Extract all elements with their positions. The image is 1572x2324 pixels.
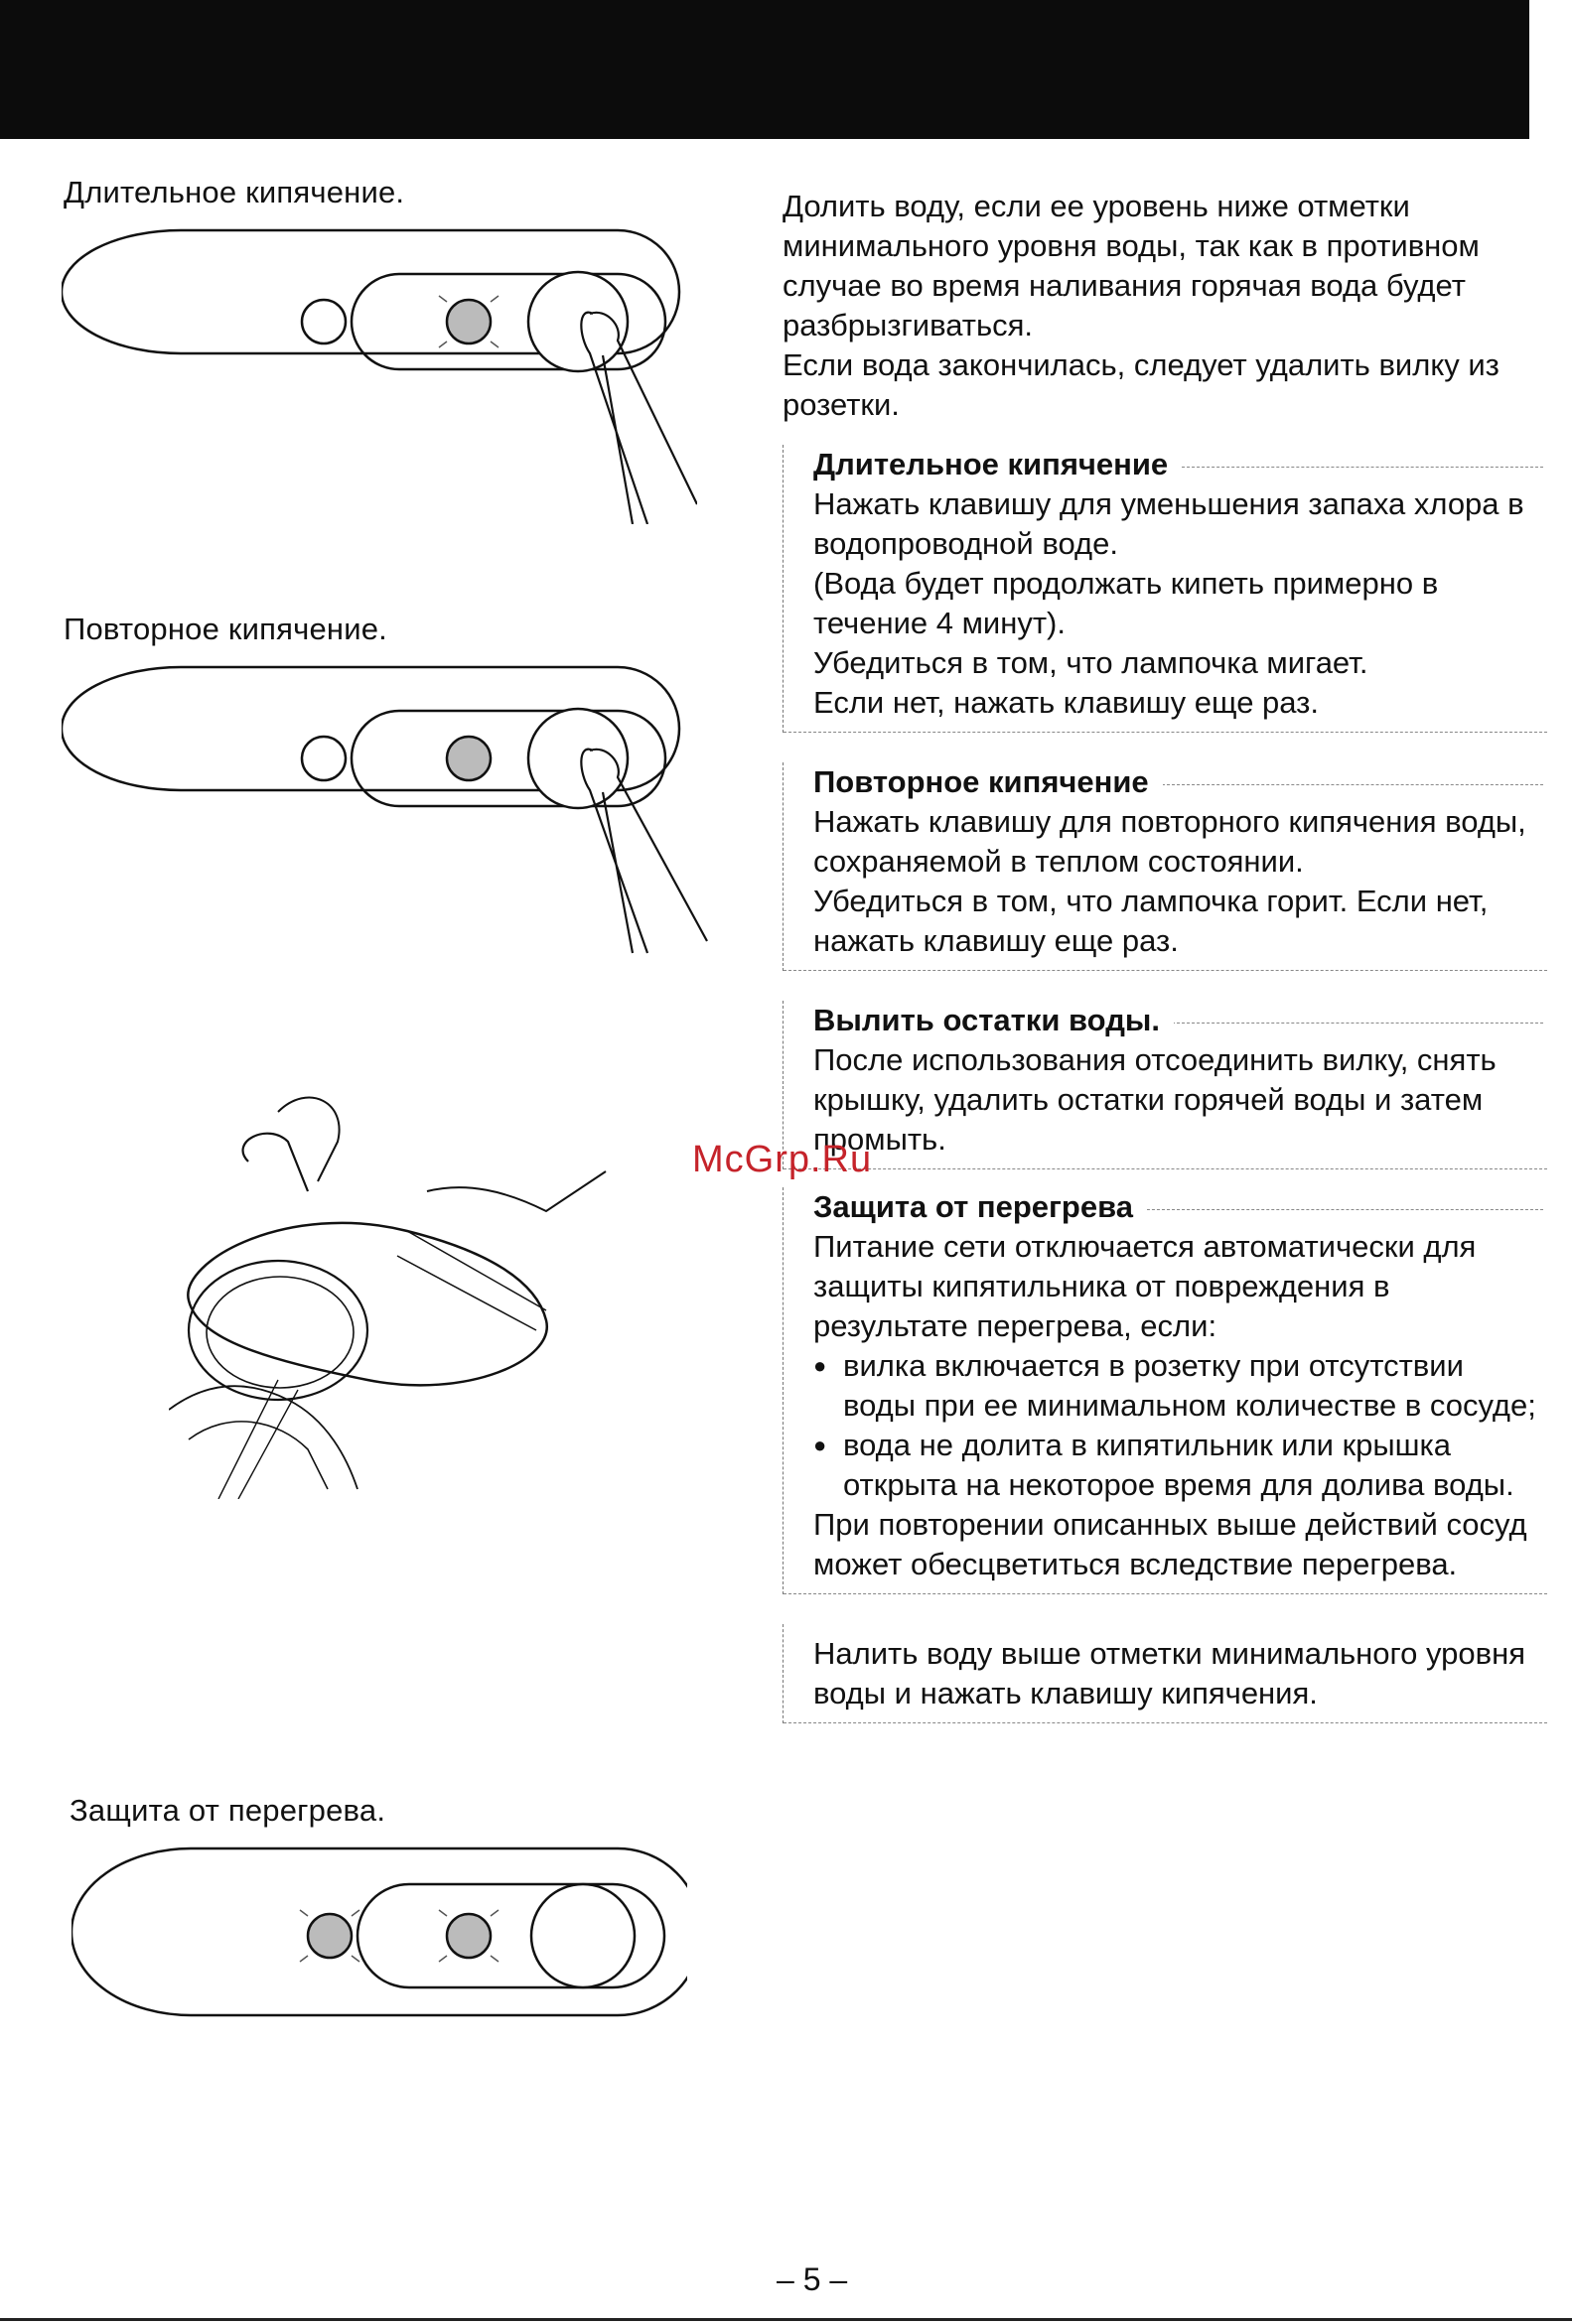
- footer-line: [0, 2318, 1572, 2321]
- section-heading: Вылить остатки воды.: [813, 1001, 1174, 1040]
- figure-caption-reboil: Повторное кипячение.: [64, 612, 387, 646]
- section-drain: [783, 1001, 1547, 1169]
- list-item: ● вода не долита в кипятильник или крышка открыта на некоторое время для долива воды.: [813, 1426, 1543, 1505]
- lamp-off-icon: [302, 737, 346, 780]
- lamp-left-blinking-icon: [308, 1914, 352, 1958]
- control-panel-reboil: [62, 663, 717, 961]
- intro-paragraph-2: Если вода закончилась, следует удалить вилку из розетки.: [783, 347, 1500, 422]
- instructions-column: [783, 187, 1547, 1723]
- lamp-on-icon: [447, 737, 491, 780]
- intro-paragraph-1: Долить воду, если ее уровень ниже отметки минимального уровня воды, так как в противном случае во время наливания горячая вода будет разбрызгиваться.: [783, 189, 1480, 342]
- figure-caption-prolonged: Длительное кипячение.: [64, 175, 405, 209]
- section-line: (Вода будет продолжать кипеть примерно в течение 4 минут).: [813, 566, 1439, 640]
- condition-list: [813, 1346, 1543, 1505]
- control-panel-overheat: [71, 1845, 687, 2023]
- section-outro: При повторении описанных выше действий сосуд может обесцветиться вследствие перегрева.: [813, 1507, 1527, 1581]
- section-heading: Повторное кипячение: [813, 762, 1163, 802]
- section-prolonged-boil: [783, 445, 1547, 733]
- section-reboil: [783, 762, 1547, 971]
- section-refill: [783, 1624, 1547, 1723]
- lamp-blinking-icon: [447, 300, 491, 343]
- control-panel-prolonged: [62, 226, 697, 524]
- section-line: Убедиться в том, что лампочка мигает.: [813, 645, 1368, 680]
- lamp-right-blinking-icon: [447, 1914, 491, 1958]
- section-heading: Длительное кипячение: [813, 445, 1182, 484]
- section-line: Убедиться в том, что лампочка горит. Если нет, нажать клавишу еще раз.: [813, 884, 1489, 958]
- section-line: После использования отсоединить вилку, снять крышку, удалить остатки горячей воды и затем промыть.: [813, 1042, 1497, 1157]
- header-bar: [0, 0, 1529, 139]
- list-item: ● вилка включается в розетку при отсутствии воды при ее минимальном количестве в сосуде;: [813, 1346, 1543, 1426]
- section-line: Если нет, нажать клавишу еще раз.: [813, 685, 1320, 720]
- section-line: Нажать клавишу для повторного кипячения воды, сохраняемой в теплом состоянии.: [813, 804, 1526, 879]
- section-line: Нажать клавишу для уменьшения запаха хлора в водопроводной воде.: [813, 486, 1524, 561]
- section-line: Налить воду выше отметки минимального уровня воды и нажать клавишу кипячения.: [813, 1636, 1526, 1710]
- drain-water-illustration: [169, 1082, 685, 1504]
- boil-button-icon: [531, 1884, 635, 1987]
- figure-caption-overheat: Защита от перегрева.: [70, 1793, 386, 1828]
- intro-text: [783, 187, 1547, 425]
- section-heading: Защита от перегрева: [813, 1187, 1147, 1227]
- section-overheat: [783, 1187, 1547, 1594]
- watermark: McGrp.Ru: [692, 1139, 873, 1180]
- section-intro: Питание сети отключается автоматически для защиты кипятильника от повреждения в результате перегрева, если:: [813, 1229, 1477, 1343]
- page-number: – 5 –: [777, 2261, 848, 2297]
- lamp-off-icon: [302, 300, 346, 343]
